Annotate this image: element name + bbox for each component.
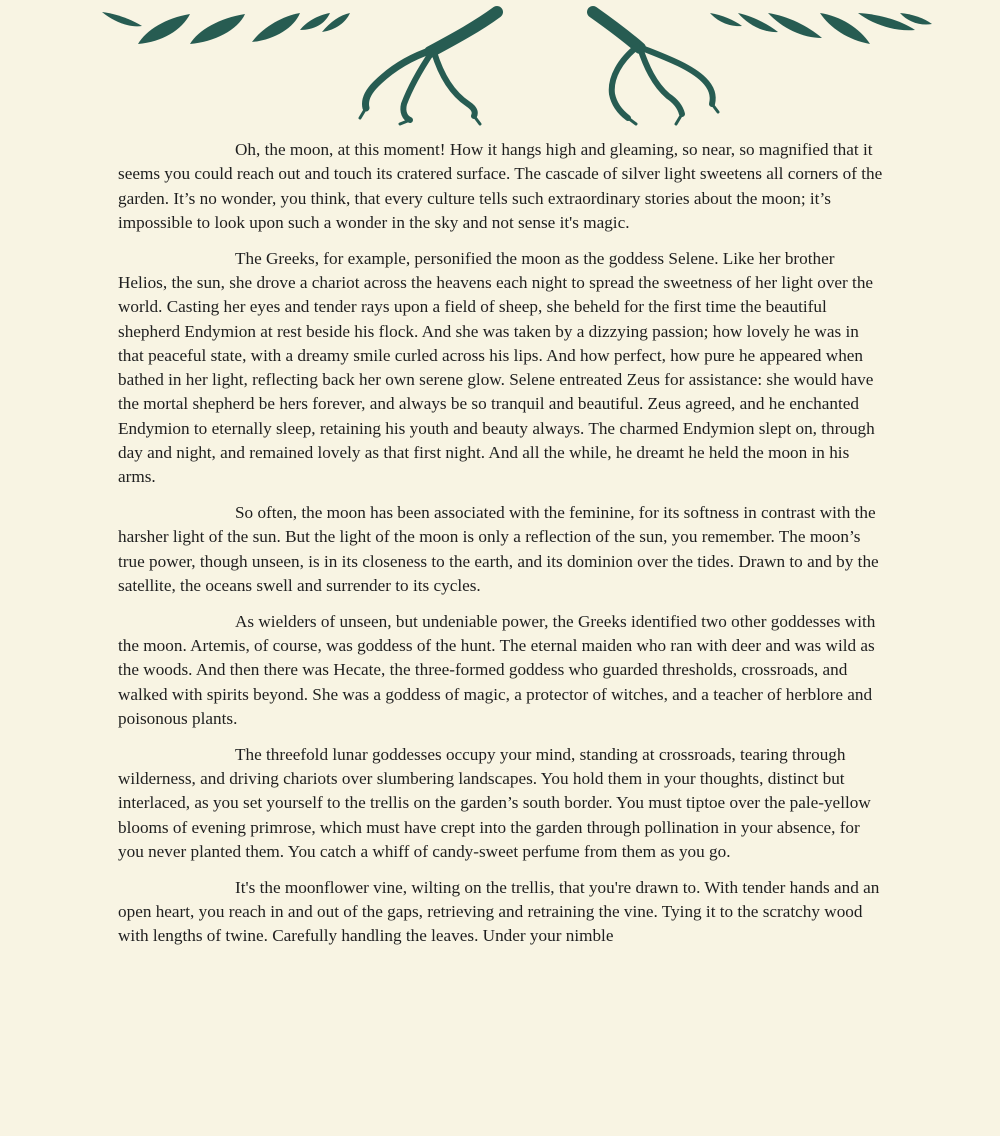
paragraph: Oh, the moon, at this moment! How it hangs high and gleaming, so near, so magnified that it seems you could reach out and touch its cratered surface. The cascade of silver light sweetens all corners of the garden. It’s no wonder, you think, that every culture tells such extraordinary stories about the moon; it’s impossible to look upon such a wonder in the sky and not sense it's magic. bbox=[118, 140, 883, 232]
paragraph: The threefold lunar goddesses occupy your mind, standing at crossroads, tearing through wilderness, and driving chariots over slumbering landscapes. You hold them in your thoughts, distinct but interlaced, as you set yourself to the trellis on the garden’s south border. You must tiptoe over the pale-yellow blooms of evening primrose, which must have crept into the garden through pollination in your absence, for you never planted them. You catch a whiff of candy-sweet perfume from them as you go. bbox=[118, 744, 871, 862]
leaf-garland-icon bbox=[102, 12, 932, 44]
page-text bbox=[118, 138, 884, 960]
bird-talon-icon bbox=[360, 12, 718, 124]
paragraph: As wielders of unseen, but undeniable power, the Greeks identified two other goddesses with the moon. Artemis, of course, was goddess of the hunt. The eternal maiden who ran with deer and was wild as the woods. And then there was Hecate, the three-formed goddess who guarded thresholds, crossroads, and walked with spirits beyond. She was a goddess of magic, a protector of witches, and a teacher of herblore and poisonous plants. bbox=[118, 611, 876, 729]
paragraph: The Greeks, for example, personified the moon as the goddess Selene. Like her brother Helios, the sun, she drove a chariot across the heavens each night to spread the sweetness of her light over the world. Casting her eyes and tender rays upon a field of sheep, she beheld for the first time the beautiful shepherd Endymion at rest beside his flock. And she was taken by a dizzying passion; how lovely he was in that peaceful state, with a dreamy smile curled across his lips. And how perfect, how pure he appeared when bathed in her light, reflecting back her own serene glow. Selene entreated Zeus for assistance: she would have the mortal shepherd be hers forever, and always be so tranquil and beautiful. Zeus agreed, and he enchanted Endymion to eternally sleep, retaining his youth and beauty always. The charmed Endymion slept on, through day and night, and remained lovely as that first night. And all the while, he dreamt he held the moon in his arms. bbox=[118, 248, 875, 487]
top-illustration bbox=[0, 0, 1000, 130]
paragraph: It's the moonflower vine, wilting on the trellis, that you're drawn to. With tender hands and an open heart, you reach in and out of the gaps, retrieving and retraining the vine. Tying it to the scratchy wood with lengths of twine. Carefully handling the leaves. Under your nimble bbox=[118, 877, 880, 946]
paragraph: So often, the moon has been associated with the feminine, for its softness in contrast with the harsher light of the sun. But the light of the moon is only a reflection of the sun, you remember. The moon’s true power, though unseen, is in its closeness to the earth, and its dominion over the tides. Drawn to and by the satellite, the oceans swell and surrender to its cycles. bbox=[118, 503, 879, 596]
